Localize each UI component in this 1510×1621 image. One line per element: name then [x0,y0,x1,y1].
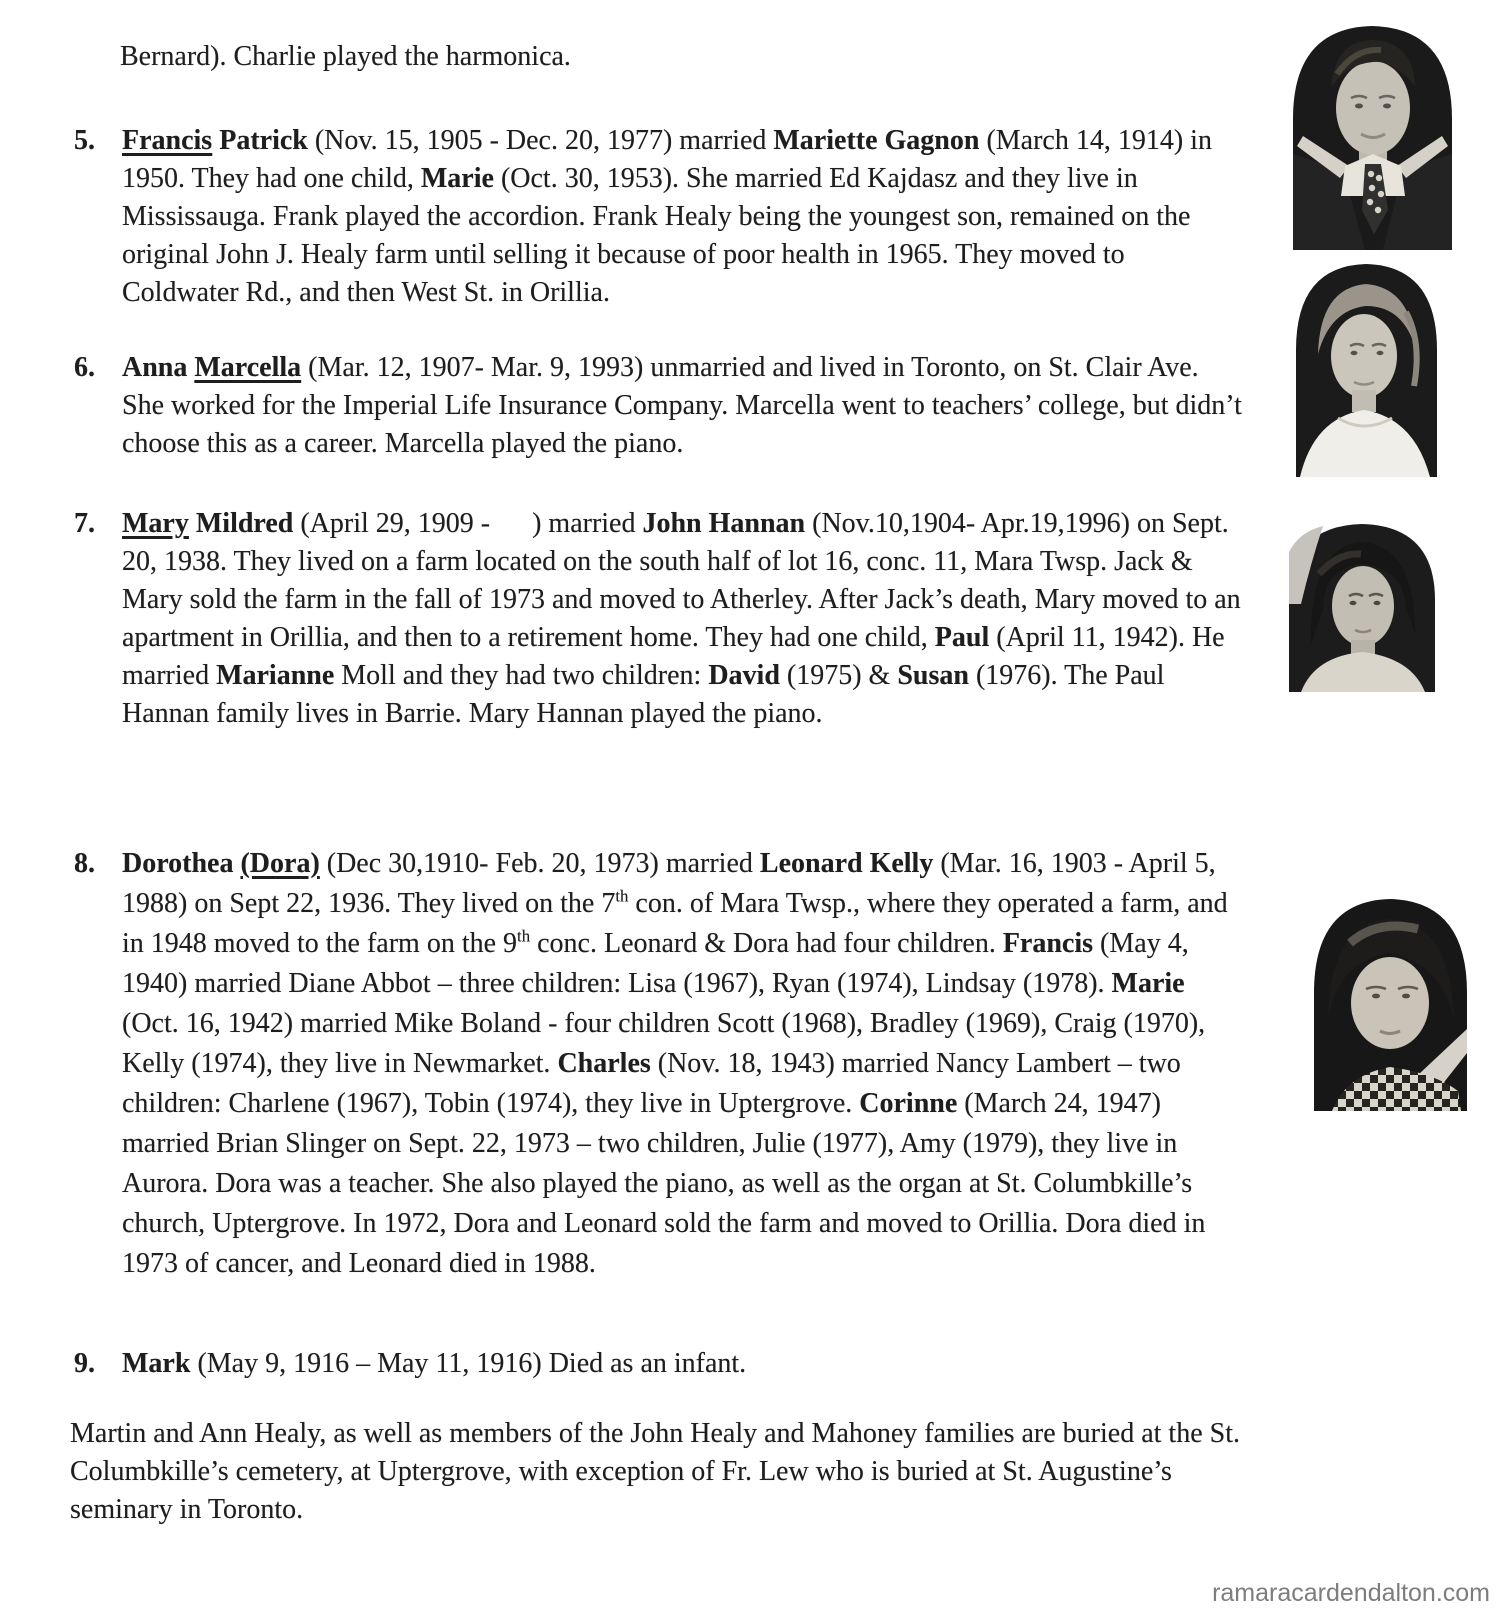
entry-8-text: Dorothea (Dora) (Dec 30,1910- Feb. 20, 1973) married Leonard Kelly (Mar. 16, 1903 - April 5, 1988) on Sept 22, 1936. They lived on the 7th con. of Mara Twsp., where they operated a farm, and in 1948 moved to the farm on the 9th conc. Leonard & Dora had four children. Francis (May 4, 1940) married Diane Abbot – three children: Lisa (1967), Ryan (1974), Lindsay (1978). Marie (Oct. 16, 1942) married Mike Boland - four children Scott (1968), Bradley (1969), Craig (1970), Kelly (1974), they live in Newmarket. Charles (Nov. 18, 1943) married Nancy Lambert – two children: Charlene (1967), Tobin (1974), they live in Uptergrove. Corinne (March 24, 1947) married Brian Slinger on Sept. 22, 1973 – two children, Julie (1977), Amy (1979), they live in Aurora. Dora was a teacher. She also played the piano, as well as the organ at St. Columbkille’s church, Uptergrove. In 1972, Dora and Leonard sold the farm and moved to Orillia. Dora died in 1973 of cancer, and Leonard died in 1988. [122,848,1228,1279]
entry-9-number: 9. [74,1348,95,1379]
entry-6-text: Anna Marcella (Mar. 12, 1907- Mar. 9, 1993) unmarried and lived in Toronto, on St. Clair Ave. She worked for the Imperial Life Insurance Company. Marcella went to teachers’ college, but didn’t choose this as a career. Marcella played the piano. [122,352,1242,459]
entry-5-text: Francis Patrick (Nov. 15, 1905 - Dec. 20, 1977) married Mariette Gagnon (March 14, 1914) in 1950. They had one child, Marie (Oct. 30, 1953). She married Ed Kajdasz and they live in Mississauga. Frank played the accordion. Frank Healy being the youngest son, remained on the original John J. Healy farm until selling it because of poor health in 1965. They moved to Coldwater Rd., and then West St. in Orillia. [122,125,1212,308]
portrait-photo-man-suit-image [1285,14,1460,250]
portrait-photo-man-suit [1285,14,1460,250]
entry-9-text: Mark (May 9, 1916 – May 11, 1916) Died as an infant. [122,1348,747,1379]
entry-6-number: 6. [74,352,95,383]
entry-7-text: Mary Mildred (April 29, 1909 - ) married John Hannan (Nov.10,1904- Apr.19,1996) on Sept. 20, 1938. They lived on a farm located on the south half of lot 16, conc. 11, Mara Twsp. Jack & Mary sold the farm in the fall of 1973 and moved to Atherley. After Jack’s death, Mary moved to an apartment in Orillia, and then to a retirement home. They had one child, Paul (April 11, 1942). He married Marianne Moll and they had two children: David (1975) & Susan (1976). The Paul Hannan family lives in Barrie. Mary Hannan played the piano. [122,508,1241,729]
portrait-photo-woman-fair-hair-image [1290,250,1443,477]
portrait-photo-woman-checkered-dress [1306,883,1474,1111]
closing-paragraph: Martin and Ann Healy, as well as members of the John Healy and Mahoney families are buried at the St. Columbkille’s cemetery, at Uptergrove, with exception of Fr. Lew who is buried at St. Augustine’s seminary in Toronto. [70,1418,1240,1525]
portrait-photo-woman-dark-hair-image [1283,514,1441,692]
entry-7-number: 7. [74,508,95,539]
entry-8-number: 8. [74,848,95,879]
entry-7 [74,505,1247,733]
entry-8 [74,844,1247,1284]
entry-5-number: 5. [74,125,95,156]
entry-6 [74,349,1247,463]
watermark-url: ramaracardendalton.com [1212,1579,1490,1607]
intro-line: Bernard). Charlie played the harmonica. [120,41,571,72]
entry-5 [74,122,1247,312]
portrait-photo-woman-fair-hair [1290,250,1443,477]
portrait-photo-woman-dark-hair [1283,514,1441,692]
portrait-photo-woman-checkered-dress-image [1306,883,1474,1111]
entry-9 [74,1345,1247,1383]
